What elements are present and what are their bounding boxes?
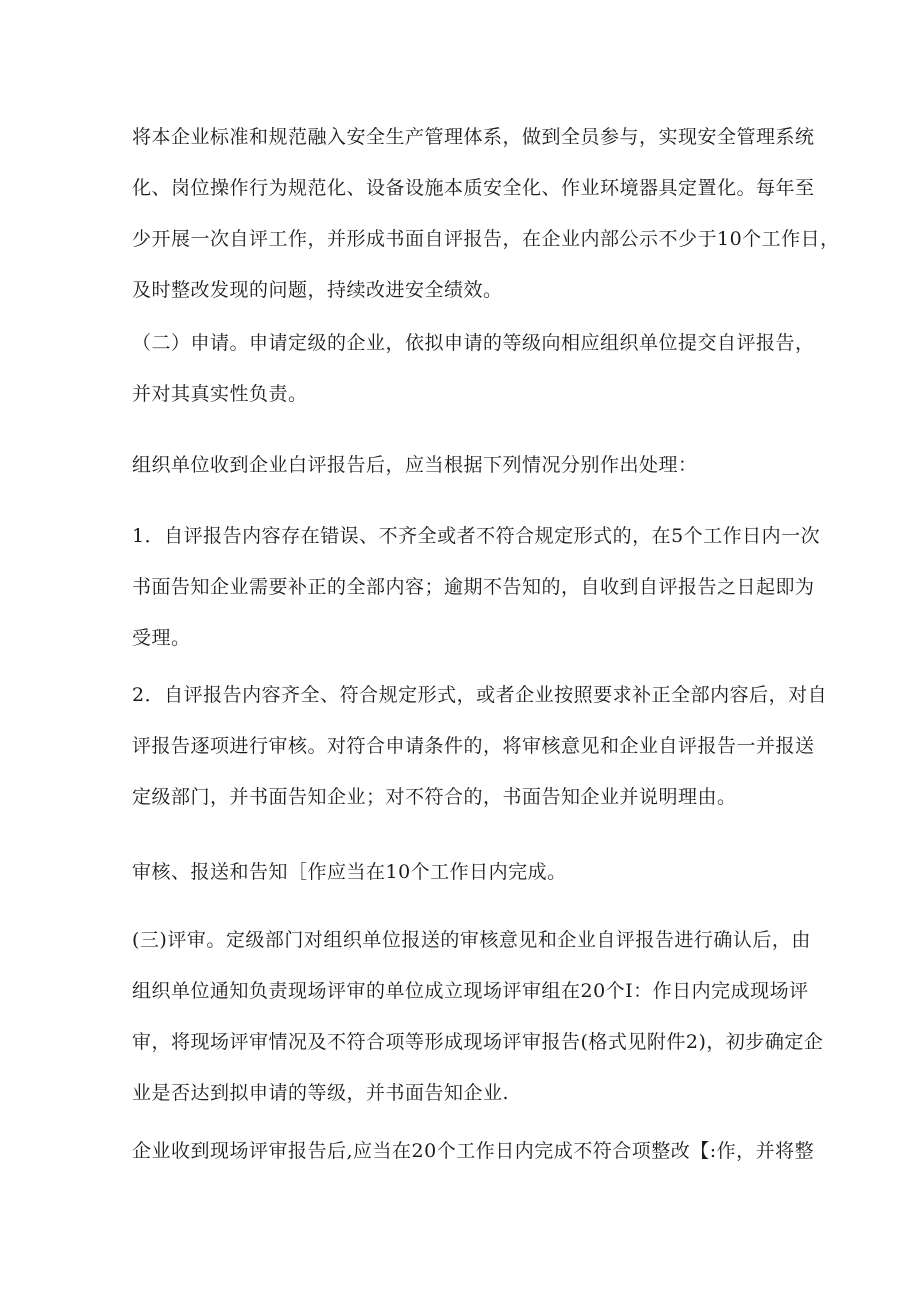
text-line: 将本企业标准和规范融入安全生产管理体系，做到全员参与，实现安全管理系统 [132,126,815,148]
paragraph-2 [132,318,815,420]
text-line: 并对其真实性负责。 [132,383,308,405]
text-line: 业是否达到拟申请的等级，并书面告知企业. [132,1082,510,1104]
paragraph-8 [132,1126,815,1177]
paragraph-3 [132,440,792,491]
text-line: 1．自评报告内容存在错误、不齐全或者不符合规定形式的，在5个工作日内一次 [132,525,821,547]
text-line: 组织单位通知负责现场评审的单位成立现场评审组在20个I：作日内完成现场评 [132,980,809,1002]
paragraph-7 [132,915,824,1119]
text-line: 受理。 [132,627,191,649]
paragraph-5 [132,670,828,823]
paragraph-4 [132,511,821,664]
text-line: 少开展一次自评工作，并形成书面自评报告，在企业内部公示不少于10个工作日， [132,228,840,250]
text-line: 2．自评报告内容齐全、符合规定形式，或者企业按照要求补正全部内容后，对自 [132,684,828,706]
text-line: 化、岗位操作行为规范化、设备设施本质安全化、作业环境器具定置化。每年至 [132,177,815,199]
text-line: 组织单位收到企业白评报告后，应当根据下列情况分别作出处理： [132,454,698,476]
paragraph-1 [132,112,840,316]
text-line: （二）申请。申请定级的企业，依拟申请的等级向相应组织单位提交自评报告， [132,332,815,354]
text-line: 评报告逐项进行审核。对符合申请条件的，将审核意见和企业自评报告一并报送 [132,735,815,757]
paragraph-6 [132,847,792,898]
text-line: 书面告知企业需要补正的全部内容；逾期不告知的，自收到自评报告之日起即为 [132,576,815,598]
text-line: 审核、报送和告知［作应当在10个工作日内完成。 [132,861,567,883]
text-line: 企业收到现场评审报告后,应当在20个工作日内完成不符合项整改【:作，并将整 [132,1140,815,1162]
text-line: 定级部门，并书面告知企业；对不符合的，书面告知企业并说明理由。 [132,786,737,808]
text-line: 审，将现场评审情况及不符合项等形成现场评审报告(格式见附件2)，初步确定企 [132,1031,824,1053]
text-line: 及时整改发现的问题，持续改进安全绩效。 [132,279,503,301]
text-line: (三)评审。定级部门对组织单位报送的审核意见和企业自评报告进行确认后，由 [132,929,811,951]
